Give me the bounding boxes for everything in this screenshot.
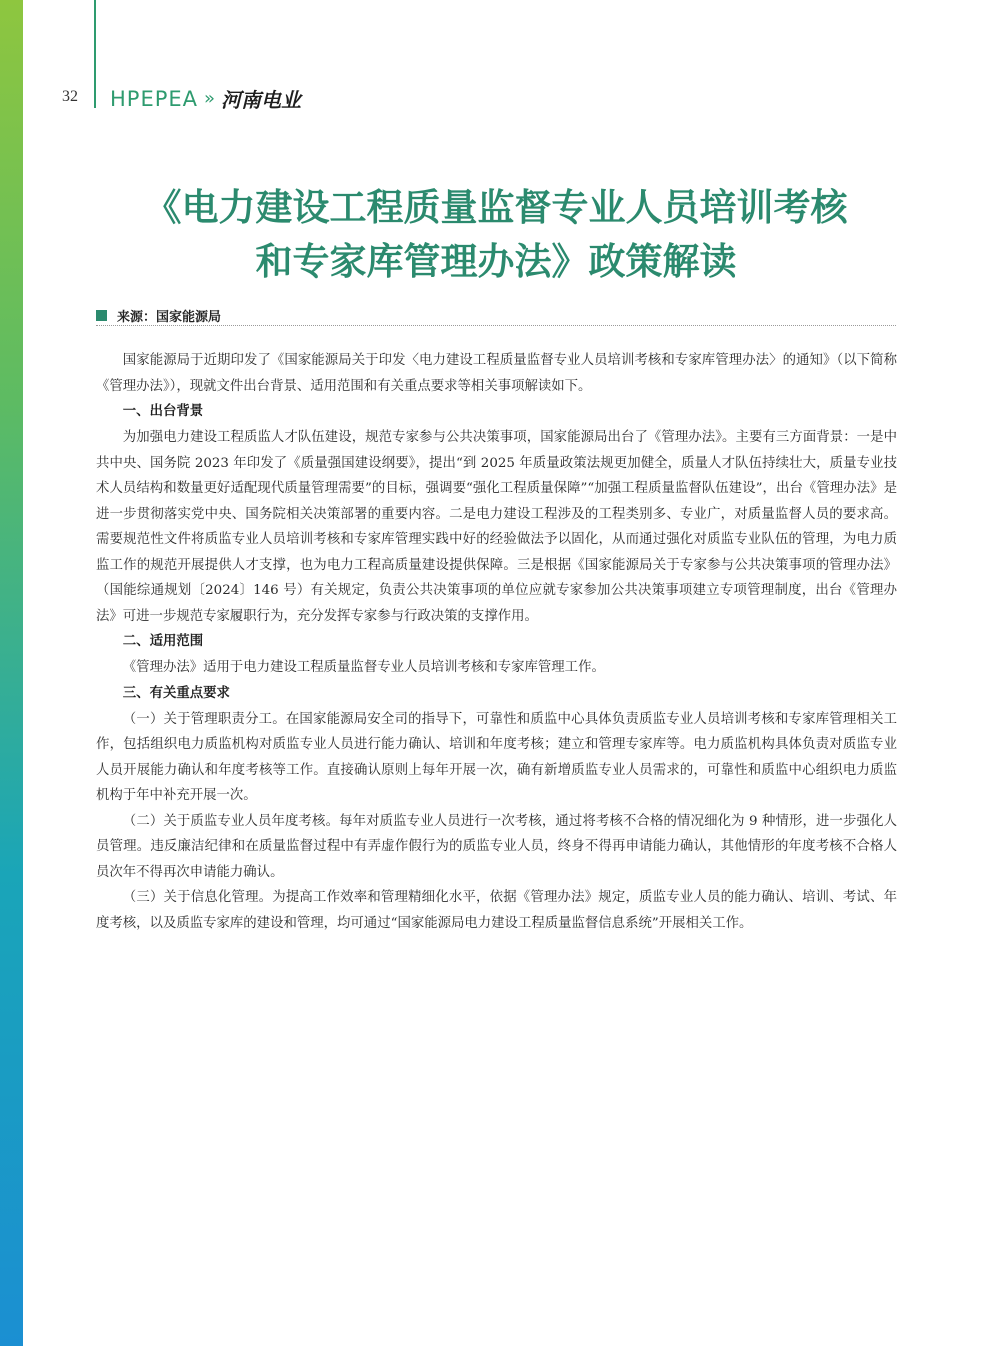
article-title <box>96 180 896 288</box>
article-source <box>96 306 221 325</box>
scope-paragraph: 《管理办法》适用于电力建设工程质量监督专业人员培训考核和专家库管理工作。 <box>122 660 605 675</box>
side-color-band <box>0 0 23 1346</box>
article-body <box>96 348 897 936</box>
masthead <box>110 84 301 113</box>
requirement-item-3: （三）关于信息化管理。为提高工作效率和管理精细化水平，依据《管理办法》规定，质监专业人员的能力确认、培训、考试、年度考核，以及质监专家库的建设和管理，均可通过“国家能源局电力建设工程质量监督信息系统”开展相关工作。 <box>96 890 897 931</box>
article-title-line-2: 和专家库管理办法》政策解读 <box>255 239 737 283</box>
page-number: 32 <box>62 88 78 105</box>
dotted-divider <box>96 325 896 326</box>
section-heading-scope: 二、适用范围 <box>122 634 204 649</box>
section-heading-key-requirements: 三、有关重点要求 <box>122 685 230 701</box>
masthead-chinese-logo: 河南电业 <box>221 88 302 112</box>
header-divider-line <box>94 0 96 108</box>
requirement-item-1: （一）关于管理职责分工。在国家能源局安全司的指导下，可靠性和质监中心具体负责质监专业人员培训考核和专家库管理相关工作，包括组织电力质监机构对质监专业人员进行能力确认、培训和年度考核；建立和管理专家库等。电力质监机构具体负责对质监专业人员开展能力确认和年度考核等工作。直接确认原则上每年开展一次，确有新增质监专业人员需求的，可靠性和质监中心组织电力质监机构于年中补充开展一次。 <box>96 711 897 803</box>
masthead-english-logo: HPEPEA <box>110 86 199 111</box>
masthead-separator: » <box>204 88 216 109</box>
background-paragraph: 为加强电力建设工程质监人才队伍建设，规范专家参与公共决策事项，国家能源局出台了《管理办法》。主要有三方面背景：一是中共中央、国务院 2023 年印发了《质量强国建设纲要》，提出“到 2025 年质量政策法规更加健全，质量人才队伍持续壮大，质量专业技术人员结构和数量更好适配现代质量管理需要”的目标，强调要“强化工程质量保障”“加强工程质量监督队伍建设”，出台《管理办法》是进一步贯彻落实党中央、国务院相关决策部署的重要内容。二是电力建设工程涉及的工程类别多、专业广，对质量监督人员的要求高。需要规范性文件将质监专业人员培训考核和专家库管理实践中好的经验做法予以固化，从而通过强化对质监专业队伍的管理，为电力质监工作的规范开展提供人才支撑，也为电力工程高质量建设提供保障。三是根据《国家能源局关于专家参与公共决策事项的管理办法》（国能综通规划〔2024〕146 号）有关规定，负责公共决策事项的单位应就专家参加公共决策事项建立专项管理制度，出台《管理办法》可进一步规范专家履职行为，充分发挥专家参与行政决策的支撑作用。 <box>96 430 897 624</box>
square-bullet-icon <box>96 310 107 321</box>
article-title-line-1: 《电力建设工程质量监督专业人员培训考核 <box>144 185 848 229</box>
source-text: 来源：国家能源局 <box>117 310 222 325</box>
section-heading-background: 一、出台背景 <box>122 404 204 419</box>
requirement-item-2: （二）关于质监专业人员年度考核。每年对质监专业人员进行一次考核，通过将考核不合格的情况细化为 9 种情形，进一步强化人员管理。违反廉洁纪律和在质量监督过程中有弄虚作假行为的质监专业人员，终身不得再申请能力确认，其他情形的年度考核不合格人员次年不得再次申请能力确认。 <box>96 813 897 880</box>
intro-paragraph: 国家能源局于近期印发了《国家能源局关于印发〈电力建设工程质量监督专业人员培训考核和专家库管理办法〉的通知》（以下简称《管理办法》），现就文件出台背景、适用范围和有关重点要求等相关事项解读如下。 <box>96 353 897 394</box>
